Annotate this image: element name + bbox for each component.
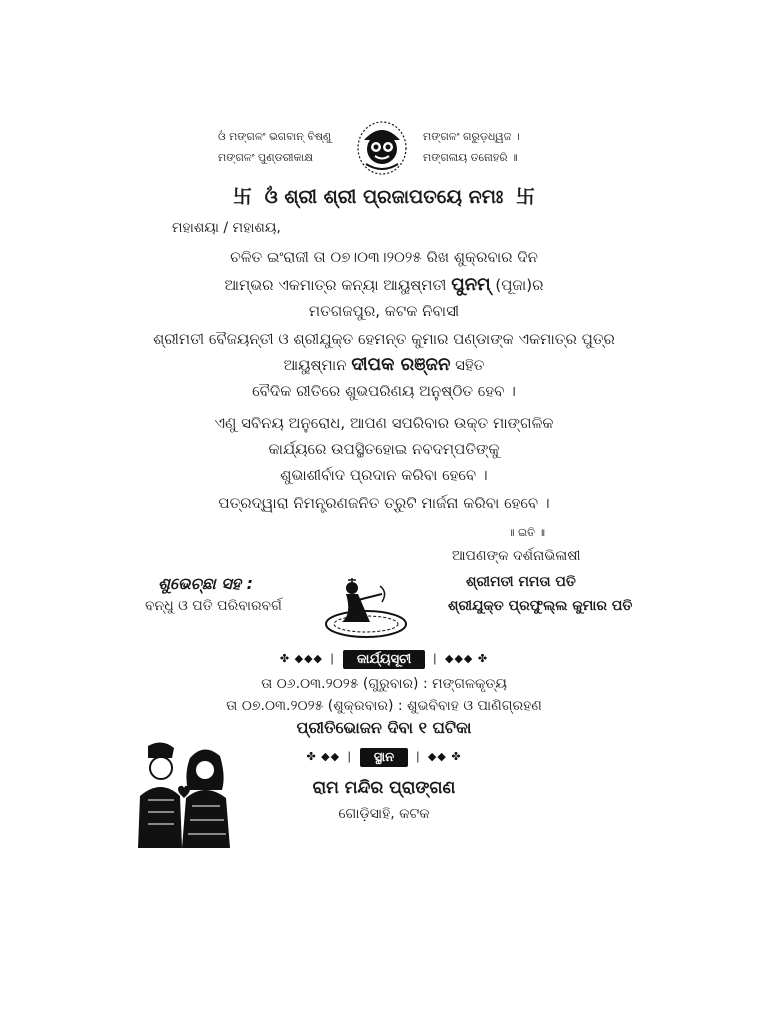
wishes-title: ଶୁଭେଚ୍ଛା ସହ : (158, 574, 253, 593)
body-line-5 (0, 354, 768, 375)
invocation-line (0, 182, 768, 209)
swastika-left-icon: 卐 (233, 186, 253, 208)
salutation: ମହାଶୟା / ମହାଶୟ, (172, 220, 281, 236)
groom-name: ଦୀପକ ରଞ୍ଜନ (351, 354, 451, 375)
deity-emblem-icon (354, 118, 410, 176)
schedule-heading-label: କାର୍ଯ୍ୟସୂଚୀ (343, 650, 425, 669)
ornament-right-icon: ❘ ◆◆◆ ✤ (430, 652, 489, 665)
blessing-left-line2: ମଙ୍ଗଳଂ ପୁଣ୍ଡରୀକାକ୍ଷ (218, 151, 314, 164)
body-line-7: ଏଣୁ ସବିନୟ ଅନୁରୋଧ, ଆପଣ ସପରିବାର ଉକ୍ତ ମାଙ୍ଗଳିକ (214, 414, 554, 432)
body-line-8: କାର୍ଯ୍ୟରେ ଉପସ୍ଥିତହୋଇ ନବଦମ୍ପତିଙ୍କୁ (268, 440, 500, 458)
body-line-3: ମତଗଜପୁର, କଟକ ନିବାସୀ (308, 302, 460, 320)
body-line-5-pre: ଆୟୁଷ୍ମାନ (283, 356, 347, 374)
venue-name: ରାମ ମନ୍ଦିର ପ୍ରାଙ୍ଗଣ (312, 778, 456, 798)
host-2: ଶ୍ରୀଯୁକ୍ତ ପ୍ରଫୁଲ୍ଲ କୁମାର ପତି (448, 598, 633, 614)
blessing-right-line1: ମଙ୍ଗଳଂ ଗରୁଡ଼ଧ୍ୱଜ । (423, 130, 520, 143)
body-line-2 (0, 274, 768, 295)
body-line-9: ଶୁଭାଶୀର୍ବାଦ ପ୍ରଦାନ କରିବା ହେବେ । (280, 466, 488, 484)
host-1: ଶ୍ରୀମତୀ ମମତା ପତି (466, 574, 576, 590)
venue-ornament-left-icon: ✤ ◆◆ ❘ (306, 750, 355, 763)
bride-name: ପୁନମ୍ (451, 274, 491, 295)
invocation-text: ଓଁ ଶ୍ରୀ ଶ୍ରୀ ପ୍ରଜାପତୟେ ନମଃ (264, 186, 504, 208)
body-line-2-pre: ଆମ୍ଭର ଏକମାତ୍ର କନ୍ୟା ଆୟୁଷ୍ମତୀ (224, 276, 447, 294)
body-line-5-post: ସହିତ (455, 356, 485, 374)
wishes-from: ବନ୍ଧୁ ଓ ପତି ପରିବାରବର୍ଗ (145, 598, 282, 614)
body-line-10: ପତ୍ରଦ୍ୱାରା ନିମନ୍ତ୍ରଣଜନିତ ତ୍ରୁଟି ମାର୍ଜନା କରିବା ହେବେ । (218, 494, 550, 512)
body-line-6: ବୈଦିକ ରୀତିରେ ଶୁଭପରିଣୟ ଅନୁଷ୍ଠିତ ହେବ । (252, 382, 516, 400)
venue-address: ଗୋଡ଼ିସାହି, କଟକ (338, 806, 430, 822)
schedule-item-3: ପ୍ରୀତିଭୋଜନ ଦିବା ୧ ଘଟିକା (296, 718, 472, 737)
venue-ornament-right-icon: ❘ ◆◆ ✤ (413, 750, 462, 763)
ornament-left-icon: ✤ ◆◆◆ ❘ (279, 652, 338, 665)
ceremony-illustration-icon (322, 574, 410, 640)
well-wisher-label: ଆପଣଙ୍କ ଦର୍ଶନାଭିଳାଷୀ (452, 548, 581, 564)
body-line-2-post: (ପୂଜା)ର (495, 276, 544, 294)
schedule-item-2: ତା ୦୭.୦୩.୨୦୨୫ (ଶୁକ୍ରବାର) : ଶୁଭବିବାହ ଓ ପାଣିଗ୍ରହଣ (226, 698, 542, 714)
blessing-left-line1: ଓଁ ମଙ୍ଗଳଂ ଭଗବାନ୍ ବିଷ୍ଣୁ (218, 130, 332, 143)
venue-heading (0, 746, 768, 767)
venue-heading-label: ସ୍ଥାନ (360, 748, 408, 767)
blessing-right-line2: ମଙ୍ଗଳାୟ ତନୋହରି ॥ (423, 151, 518, 164)
schedule-heading (0, 648, 768, 669)
schedule-item-1: ତା ୦୬.୦୩.୨୦୨୫ (ଗୁରୁବାର) : ମଙ୍ଗଳକୃତ୍ୟ (261, 676, 507, 692)
body-line-4: ଶ୍ରୀମତୀ ବୈଜୟନ୍ତୀ ଓ ଶ୍ରୀଯୁକ୍ତ ହେମନ୍ତ କୁମାର ପଣ୍ଡାଙ୍କ ଏକମାତ୍ର ପୁତ୍ର (153, 330, 615, 348)
swastika-right-icon: 卐 (515, 186, 535, 208)
iti-marker: ॥ ଇତି ॥ (508, 526, 545, 539)
body-line-1: ଚଳିତ ଇଂରାଜୀ ତା ୦୭।୦୩।୨୦୨୫ ରିଖ ଶୁକ୍ରବାର ଦିନ (230, 248, 538, 266)
